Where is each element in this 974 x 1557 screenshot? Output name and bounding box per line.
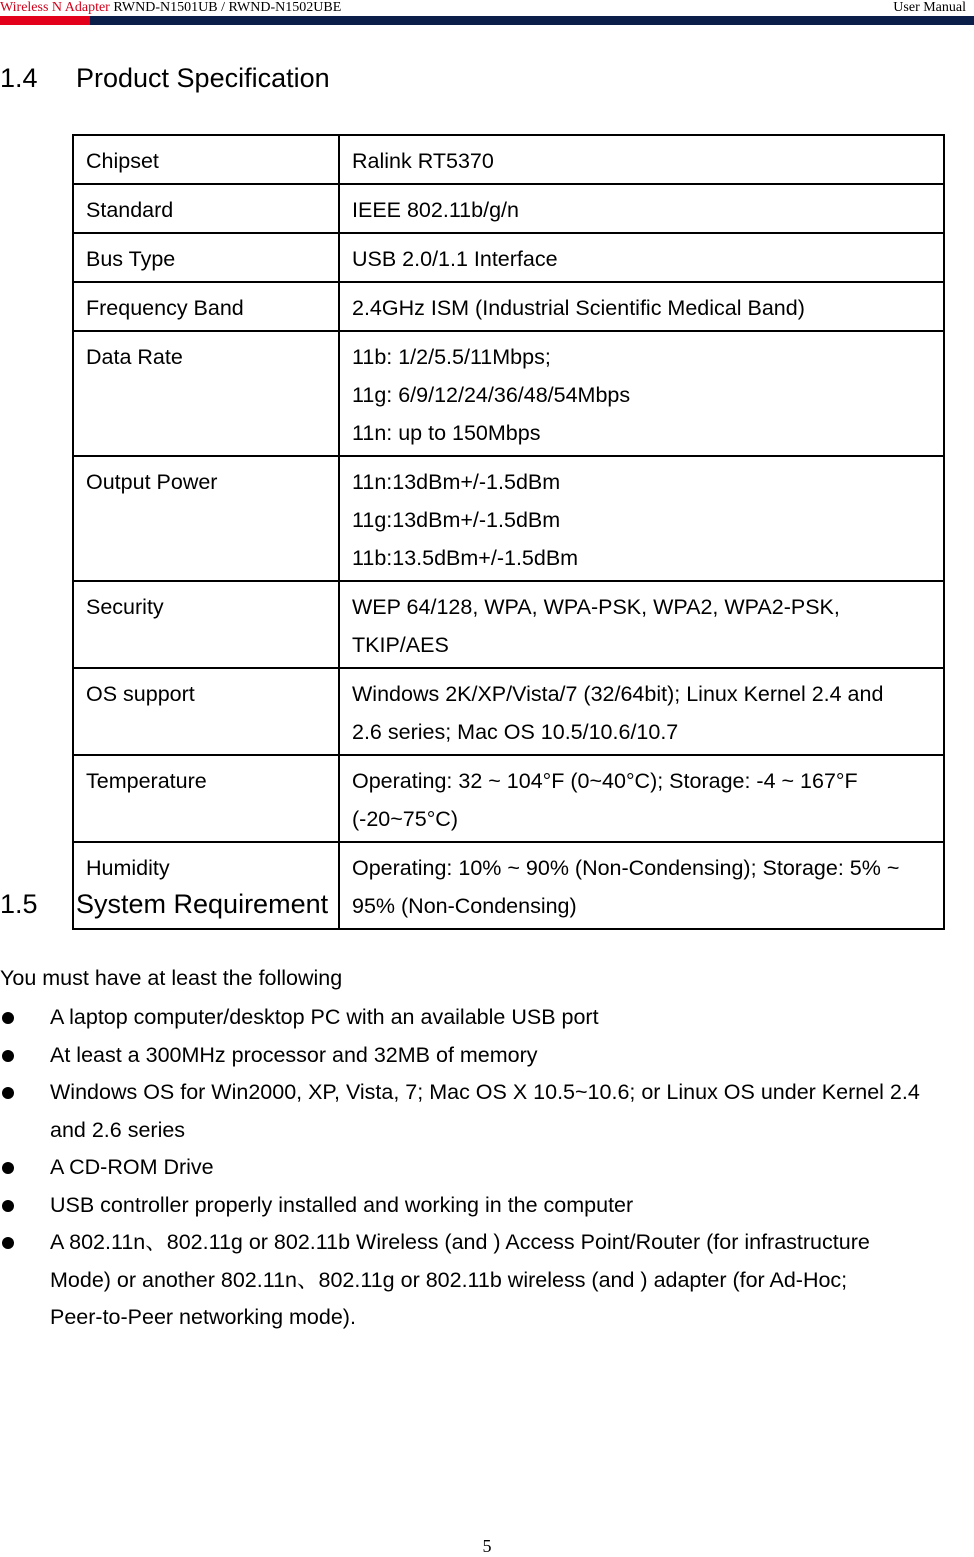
spec-row [73, 233, 944, 282]
spec-value [339, 581, 944, 668]
requirement-text-line: and 2.6 series [50, 1117, 186, 1142]
spec-label: Data Rate [73, 331, 339, 456]
spec-value-line: IEEE 802.11b/g/n [352, 198, 519, 222]
spec-label: Security [73, 581, 339, 668]
header-brand: Wireless N Adapter [0, 0, 110, 15]
spec-label: Standard [73, 184, 339, 233]
section-title: System Requirement [76, 889, 329, 919]
spec-value-line: 11g: 6/9/12/24/36/48/54Mbps [352, 383, 631, 407]
spec-value-line: Operating: 32 ~ 104°F (0~40°C); Storage: -4 ~ 167°F [352, 769, 858, 793]
header-manual: User Manual [893, 0, 966, 15]
bullet-icon [2, 1162, 14, 1174]
spec-label: Output Power [73, 456, 339, 581]
section-heading-system-requirement [0, 888, 328, 920]
spec-value-line: 2.4GHz ISM (Industrial Scientific Medical Band) [352, 296, 805, 320]
spec-row [73, 581, 944, 668]
spec-value-line: 11g:13dBm+/-1.5dBm [352, 508, 561, 532]
bullet-icon [2, 1200, 14, 1212]
spec-value-line: 11n: up to 150Mbps [352, 421, 541, 445]
spec-value [339, 456, 944, 581]
requirement-text-line: A laptop computer/desktop PC with an available USB port [50, 1005, 599, 1029]
requirement-text-line: A CD-ROM Drive [50, 1155, 214, 1179]
spec-table-body [73, 135, 944, 929]
spec-value-line: 2.6 series; Mac OS 10.5/10.6/10.7 [352, 720, 679, 744]
spec-value [339, 135, 944, 184]
requirement-item [0, 1074, 974, 1149]
requirement-item [0, 1037, 974, 1075]
spec-table [72, 134, 945, 930]
spec-label: Temperature [73, 755, 339, 842]
requirement-text-line: USB controller properly installed and working in the computer [50, 1192, 634, 1217]
spec-row [73, 668, 944, 755]
spec-value [339, 668, 944, 755]
bullet-icon [2, 1087, 14, 1099]
spec-row [73, 456, 944, 581]
spec-label: Frequency Band [73, 282, 339, 331]
section-number: 1.4 [0, 63, 38, 93]
spec-row [73, 755, 944, 842]
bullet-icon [2, 1012, 14, 1024]
requirements-intro: You must have at least the following [0, 966, 343, 990]
spec-label: Chipset [73, 135, 339, 184]
spec-value [339, 233, 944, 282]
spec-label: Bus Type [73, 233, 339, 282]
page-number: 5 [482, 1536, 492, 1556]
spec-value-line: 11b:13.5dBm+/-1.5dBm [352, 546, 579, 570]
page-header [0, 0, 974, 16]
requirement-item [0, 1187, 974, 1225]
requirement-item [0, 1149, 974, 1187]
spec-value-line: WEP 64/128, WPA, WPA-PSK, WPA2, WPA2-PSK, [352, 595, 840, 619]
spec-value-line: Ralink RT5370 [352, 149, 494, 173]
requirement-text-line: A 802.11n、802.11g or 802.11b Wireless (and ) Access Point/Router (for infrastructure [50, 1230, 870, 1254]
spec-value-line: USB 2.0/1.1 Interface [352, 247, 558, 271]
spec-value [339, 184, 944, 233]
spec-value [339, 755, 944, 842]
spec-row [73, 331, 944, 456]
spec-value [339, 282, 944, 331]
spec-value-line: 11b: 1/2/5.5/11Mbps; [352, 345, 551, 369]
requirement-item [0, 999, 974, 1037]
spec-label: Humidity [73, 842, 339, 929]
requirement-text-line: Peer-to-Peer networking mode). [50, 1305, 356, 1329]
spec-value [339, 331, 944, 456]
header-rule-accent [0, 16, 90, 25]
spec-value [339, 842, 944, 929]
spec-value-line: (-20~75°C) [352, 807, 458, 831]
requirement-text-line: Mode) or another 802.11n、802.11g or 802.11b wireless (and ) adapter (for Ad-Hoc; [50, 1267, 848, 1292]
section-heading-product-specification [0, 62, 330, 94]
section-title: Product Specification [76, 63, 330, 93]
spec-value-line: Windows 2K/XP/Vista/7 (32/64bit); Linux Kernel 2.4 and [352, 682, 884, 706]
spec-row [73, 135, 944, 184]
requirement-text-line: At least a 300MHz processor and 32MB of memory [50, 1042, 538, 1067]
spec-label: OS support [73, 668, 339, 755]
bullet-icon [2, 1237, 14, 1249]
requirements-list [0, 999, 974, 1337]
requirement-text-line: Windows OS for Win2000, XP, Vista, 7; Mac OS X 10.5~10.6; or Linux OS under Kernel 2.4 [50, 1080, 920, 1104]
bullet-icon [2, 1050, 14, 1062]
spec-value-line: TKIP/AES [352, 633, 449, 657]
spec-value-line: 95% (Non-Condensing) [352, 894, 577, 918]
requirement-item [0, 1224, 974, 1337]
spec-value-line: Operating: 10% ~ 90% (Non-Condensing); Storage: 5% ~ [352, 856, 900, 880]
spec-value-line: 11n:13dBm+/-1.5dBm [352, 470, 561, 494]
section-number: 1.5 [0, 889, 38, 919]
spec-row [73, 184, 944, 233]
spec-row [73, 282, 944, 331]
header-rule [90, 16, 974, 25]
header-model: RWND-N1501UB / RWND-N1502UBE [113, 0, 342, 15]
header-left [0, 0, 341, 16]
